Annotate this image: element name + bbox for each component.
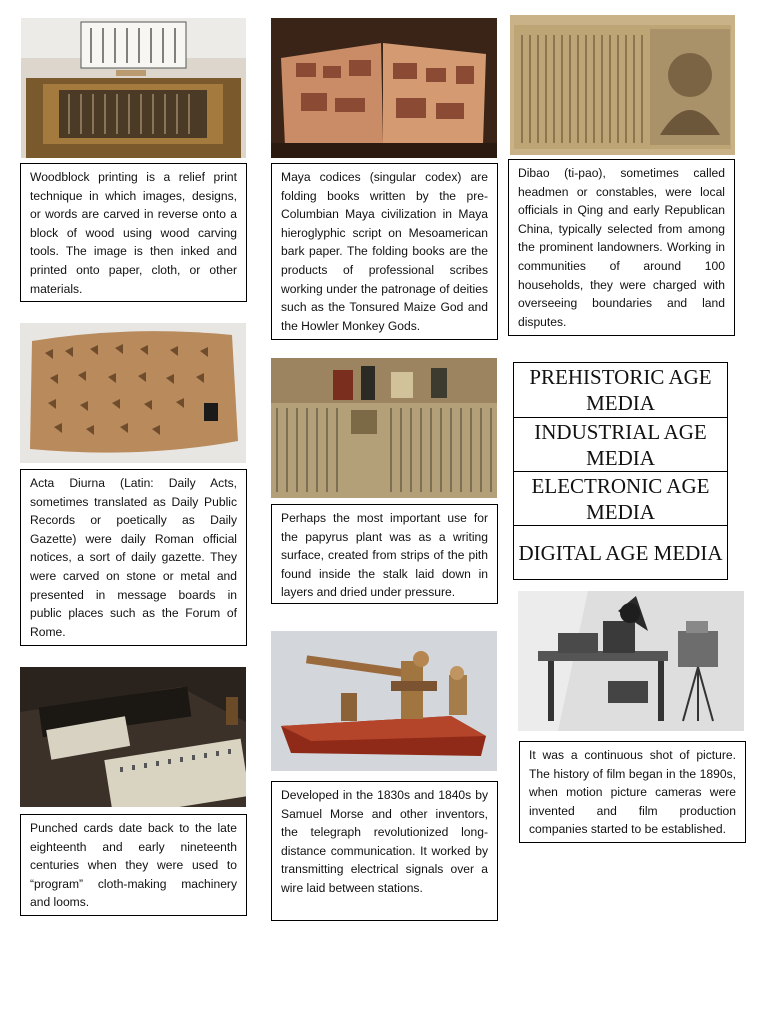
acta-diurna-text: Acta Diurna (Latin: Daily Acts, sometimes translated as Daily Public Records or poetically as Daily Gazette) were daily Roman official notices, a sort of daily gazette. They were carved on stone or metal and presented in message boards in public places such as the Forum of Rome.: [20, 469, 247, 646]
cuneiform-tablet-photo: [20, 323, 246, 463]
woodblock-printing-photo: [21, 18, 246, 158]
dibao-text: Dibao (ti-pao), sometimes called headmen or constables, were local officials in Qing and early Republican China, typically selected from among the prominent landowners. Working in communities of around 100 households, they were charged with overseeing boundaries and land disputes.: [508, 159, 735, 336]
telegraph-key-photo: [271, 631, 497, 771]
industrial-age-label: INDUSTRIAL AGE MEDIA: [513, 417, 728, 473]
maya-codices-text: Maya codices (singular codex) are folding books written by the pre-Columbian Maya civilization in Maya hieroglyphic script on Mesoamerican bark paper. The folding books are the products of professional scribes working under the patronage of deities such as the Tonsured Maize God and the Howler Monkey Gods.: [271, 163, 498, 340]
film-projector-photo: [518, 591, 744, 731]
egyptian-papyrus-photo: [271, 358, 497, 498]
digital-age-label: DIGITAL AGE MEDIA: [513, 525, 728, 580]
maya-codex-photo: [271, 18, 497, 158]
prehistoric-age-label: PREHISTORIC AGE MEDIA: [513, 362, 728, 418]
electronic-age-label: ELECTRONIC AGE MEDIA: [513, 471, 728, 527]
punched-cards-text: Punched cards date back to the late eighteenth and early nineteenth centuries when they were used to “program” cloth-making machinery and looms.: [20, 814, 247, 916]
woodblock-printing-text: Woodblock printing is a relief print technique in which images, designs, or words are carved in reverse onto a block of wood using wood carving tools. The image is then inked and printed onto paper, cloth, or other materials.: [20, 163, 247, 302]
punched-card-machine-photo: [20, 667, 246, 807]
papyrus-text: Perhaps the most important use for the papyrus plant was as a writing surface, created from strips of the pith found inside the stalk laid down in layers and dried under pressure.: [271, 504, 498, 604]
film-text: It was a continuous shot of picture. The history of film began in the 1890s, when motion picture cameras were invented and film production companies started to be established.: [519, 741, 746, 843]
telegraph-text: Developed in the 1830s and 1840s by Samuel Morse and other inventors, the telegraph revolutionized long-distance communication. It worked by transmitting electrical signals over a wire laid between stations.: [271, 781, 498, 921]
dibao-scroll-photo: [510, 15, 735, 155]
